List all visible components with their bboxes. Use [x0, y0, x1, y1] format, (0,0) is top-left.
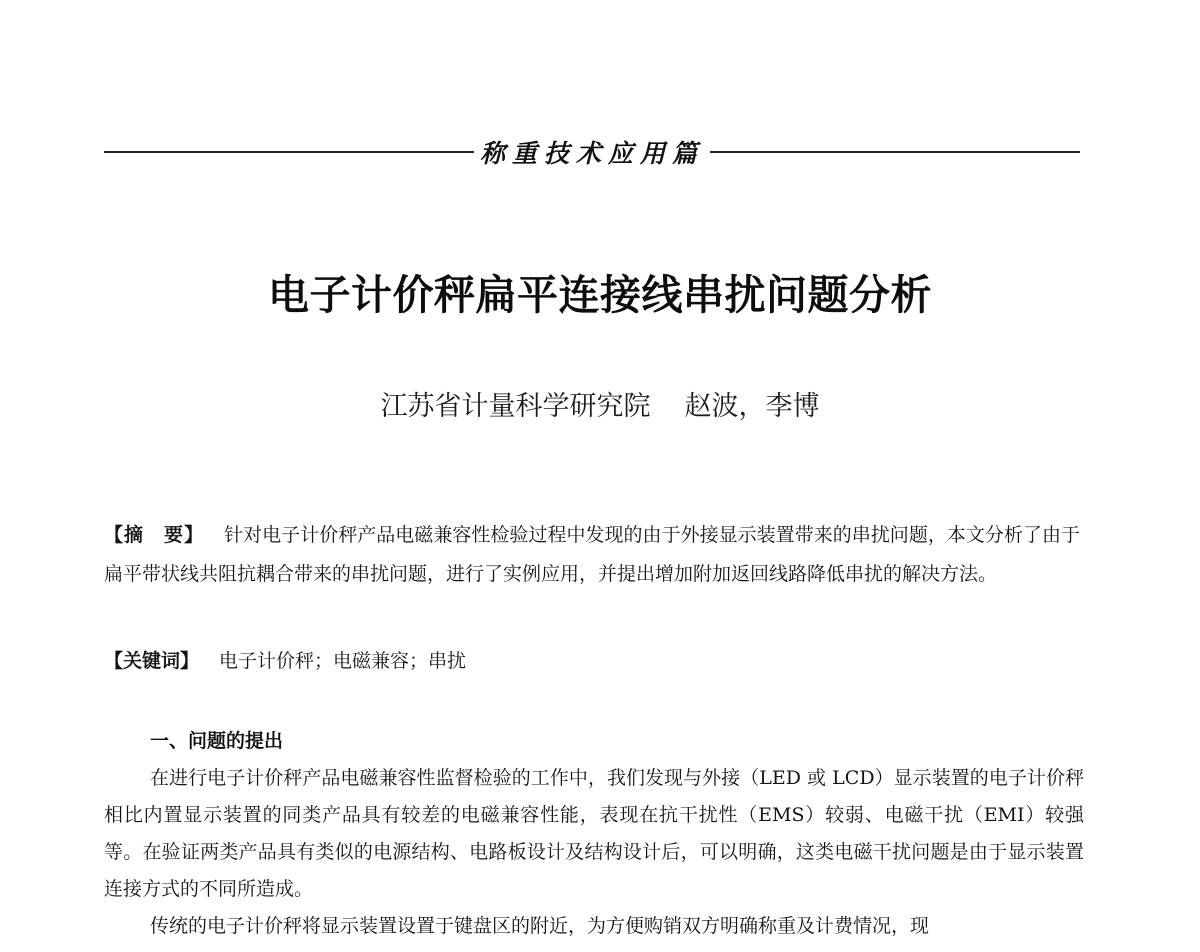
- section-header: [104, 134, 1080, 170]
- header-rule-right: [710, 151, 1080, 153]
- authors: 赵波，李博: [684, 391, 820, 422]
- abstract-text: 针对电子计价秤产品电磁兼容性检验过程中发现的由于外接显示装置带来的串扰问题，本文分析了由于扁平带状线共阻抗耦合带来的串扰问题，进行了实例应用，并提出增加附加返回线路降低串扰的解决方法。: [104, 524, 1080, 585]
- keywords-text: 电子计价秤；电磁兼容；串扰: [219, 650, 467, 672]
- body-paragraph-2: 传统的电子计价秤将显示装置设置于键盘区的附近，为方便购销双方明确称重及计费情况，现: [150, 915, 930, 937]
- keywords-label: 【关键词】: [104, 650, 200, 672]
- paper-title: 电子计价秤扁平连接线串扰问题分析: [268, 271, 932, 319]
- section-header-label: 称重技术应用篇: [480, 139, 705, 168]
- affiliation: 江苏省计量科学研究院: [380, 391, 651, 422]
- section-heading: 一、问题的提出: [150, 730, 284, 752]
- keywords: [104, 642, 1080, 681]
- body-paragraph-1: 在进行电子计价秤产品电磁兼容性监督检验的工作中，我们发现与外接（LED 或 LCD）显示装置的电子计价秤相比内置显示装置的同类产品具有较差的电磁兼容性能，表现在抗干扰性（EMS）较弱、电磁干扰（EMI）较强等。在验证两类产品具有类似的电源结构、电路板设计及结构设计后，可以明确，这类电磁干扰问题是由于显示装置连接方式的不同所造成。: [104, 767, 1084, 900]
- abstract-label: 【摘 要】: [104, 524, 205, 546]
- abstract: [104, 516, 1080, 594]
- byline: [0, 384, 1200, 423]
- header-rule-left: [104, 151, 474, 153]
